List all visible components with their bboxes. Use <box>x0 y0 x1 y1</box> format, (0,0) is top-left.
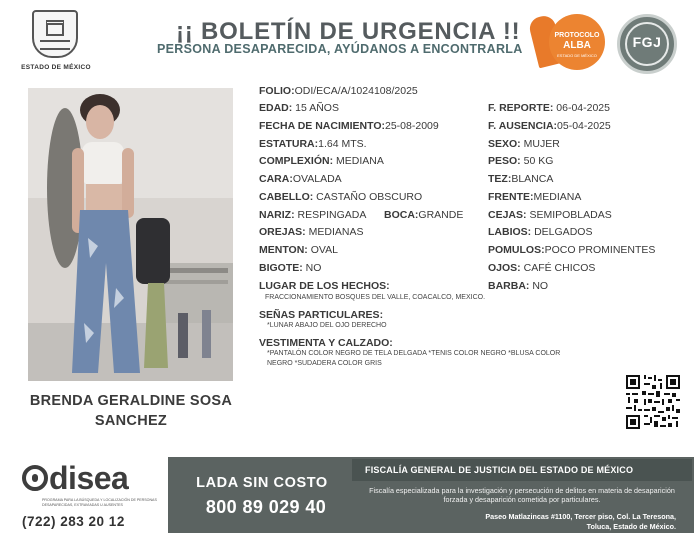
field-nariz: NARIZ: RESPINGADA <box>259 209 367 221</box>
field-pomulos: POMULOS:POCO PROMINENTES <box>488 244 656 256</box>
field-folio: FOLIO:ODI/ECA/A/1024108/2025 <box>259 85 418 97</box>
edomex-logo <box>18 8 94 78</box>
field-f-reporte: F. REPORTE: 06-04-2025 <box>488 102 610 114</box>
fgj-logo-text: FGJ <box>632 34 662 50</box>
field-senas-label: SEÑAS PARTICULARES: <box>259 309 384 321</box>
field-labios: LABIOS: DELGADOS <box>488 226 593 238</box>
page-subtitle: PERSONA DESAPARECIDA, AYÚDANOS A ENCONTRARLA <box>157 42 523 56</box>
field-vestimenta-line1: *PANTALÓN COLOR NEGRO DE TELA DELGADA *TENIS COLOR NEGRO *BLUSA COLOR <box>267 350 561 357</box>
lada-sin-costo-label: LADA SIN COSTO <box>196 475 328 491</box>
field-boca: BOCA:GRANDE <box>384 209 464 221</box>
field-menton: MENTON: OVAL <box>259 244 338 256</box>
alba-line1: PROTOCOLO <box>554 32 600 39</box>
field-complexion: COMPLEXIÓN: MEDIANA <box>259 155 384 167</box>
field-ojos: OJOS: CAFÉ CHICOS <box>488 262 596 274</box>
field-bigote: BIGOTE: NO <box>259 262 322 274</box>
fgjem-title: FISCALÍA GENERAL DE JUSTICIA DEL ESTADO DE MÉXICO <box>365 465 634 475</box>
field-cara: CARA:OVALADA <box>259 173 342 185</box>
protocolo-alba-logo <box>531 10 607 76</box>
field-peso: PESO: 50 KG <box>488 155 554 167</box>
odisea-brand: disea <box>22 460 128 497</box>
odisea-tagline: PROGRAMA PARA LA BÚSQUEDA Y LOCALIZACIÓN DE PERSONAS DESAPARECIDAS, EXTRAVIADAS U AUSENTES <box>42 498 157 507</box>
fgjem-address-line2: Toluca, Estado de México. <box>586 522 676 531</box>
field-estatura: ESTATURA:1.64 MTS. <box>259 138 367 150</box>
field-tez: TEZ:BLANCA <box>488 173 554 185</box>
fgjem-address <box>350 512 676 532</box>
fgj-seal-icon <box>617 14 677 74</box>
field-barba: BARBA: NO <box>488 280 549 292</box>
fgjem-description: Fiscalía especializada para la investigación y persecución de delitos en materia de desaparición forzada y desaparición cometida por particulares. <box>369 486 675 504</box>
alba-line3: ESTADO DE MÉXICO <box>557 53 597 58</box>
alba-line2: ALBA <box>563 40 591 51</box>
lada-sin-costo-number[interactable]: 800 89 029 40 <box>205 497 327 517</box>
field-lugar-label: LUGAR DE LOS HECHOS: <box>259 280 390 292</box>
field-senas-value: *LUNAR ABAJO DEL OJO DERECHO <box>267 322 387 329</box>
field-cejas: CEJAS: SEMIPOBLADAS <box>488 209 612 221</box>
field-vestimenta-line2: NEGRO *SUDADERA COLOR GRIS <box>267 360 382 367</box>
field-cabello: CABELLO: CASTAÑO OBSCURO <box>259 191 423 203</box>
edomex-shield-icon <box>32 10 78 58</box>
person-name-line2: SANCHEZ <box>94 413 168 429</box>
person-name-line1: BRENDA GERALDINE SOSA <box>29 393 233 409</box>
missing-person-photo <box>28 88 233 381</box>
field-orejas: OREJAS: MEDIANAS <box>259 226 364 238</box>
edomex-caption: ESTADO DE MÉXICO <box>21 64 91 71</box>
field-sexo: SEXO: MUJER <box>488 138 560 150</box>
odisea-pin-icon <box>22 465 48 491</box>
field-fecha-nacimiento: FECHA DE NACIMIENTO:25-08-2009 <box>259 120 439 132</box>
odisea-phone[interactable]: (722) 283 20 12 <box>22 514 125 529</box>
field-f-ausencia: F. AUSENCIA:05-04-2025 <box>488 120 611 132</box>
field-frente: FRENTE:MEDIANA <box>488 191 582 203</box>
field-edad: EDAD: 15 AÑOS <box>259 102 339 114</box>
fgjem-address-line1: Paseo Matlazincas #1100, Tercer piso, Col. La Teresona, <box>485 512 676 521</box>
qr-code-icon[interactable] <box>626 375 680 429</box>
field-vestimenta-label: VESTIMENTA Y CALZADO: <box>259 337 393 349</box>
field-lugar-value: FRACCIONAMIENTO BOSQUES DEL VALLE, COACALCO, MEXICO. <box>265 294 486 301</box>
page-title: ¡¡ BOLETÍN DE URGENCIA !! <box>176 18 521 45</box>
person-name <box>22 391 240 431</box>
